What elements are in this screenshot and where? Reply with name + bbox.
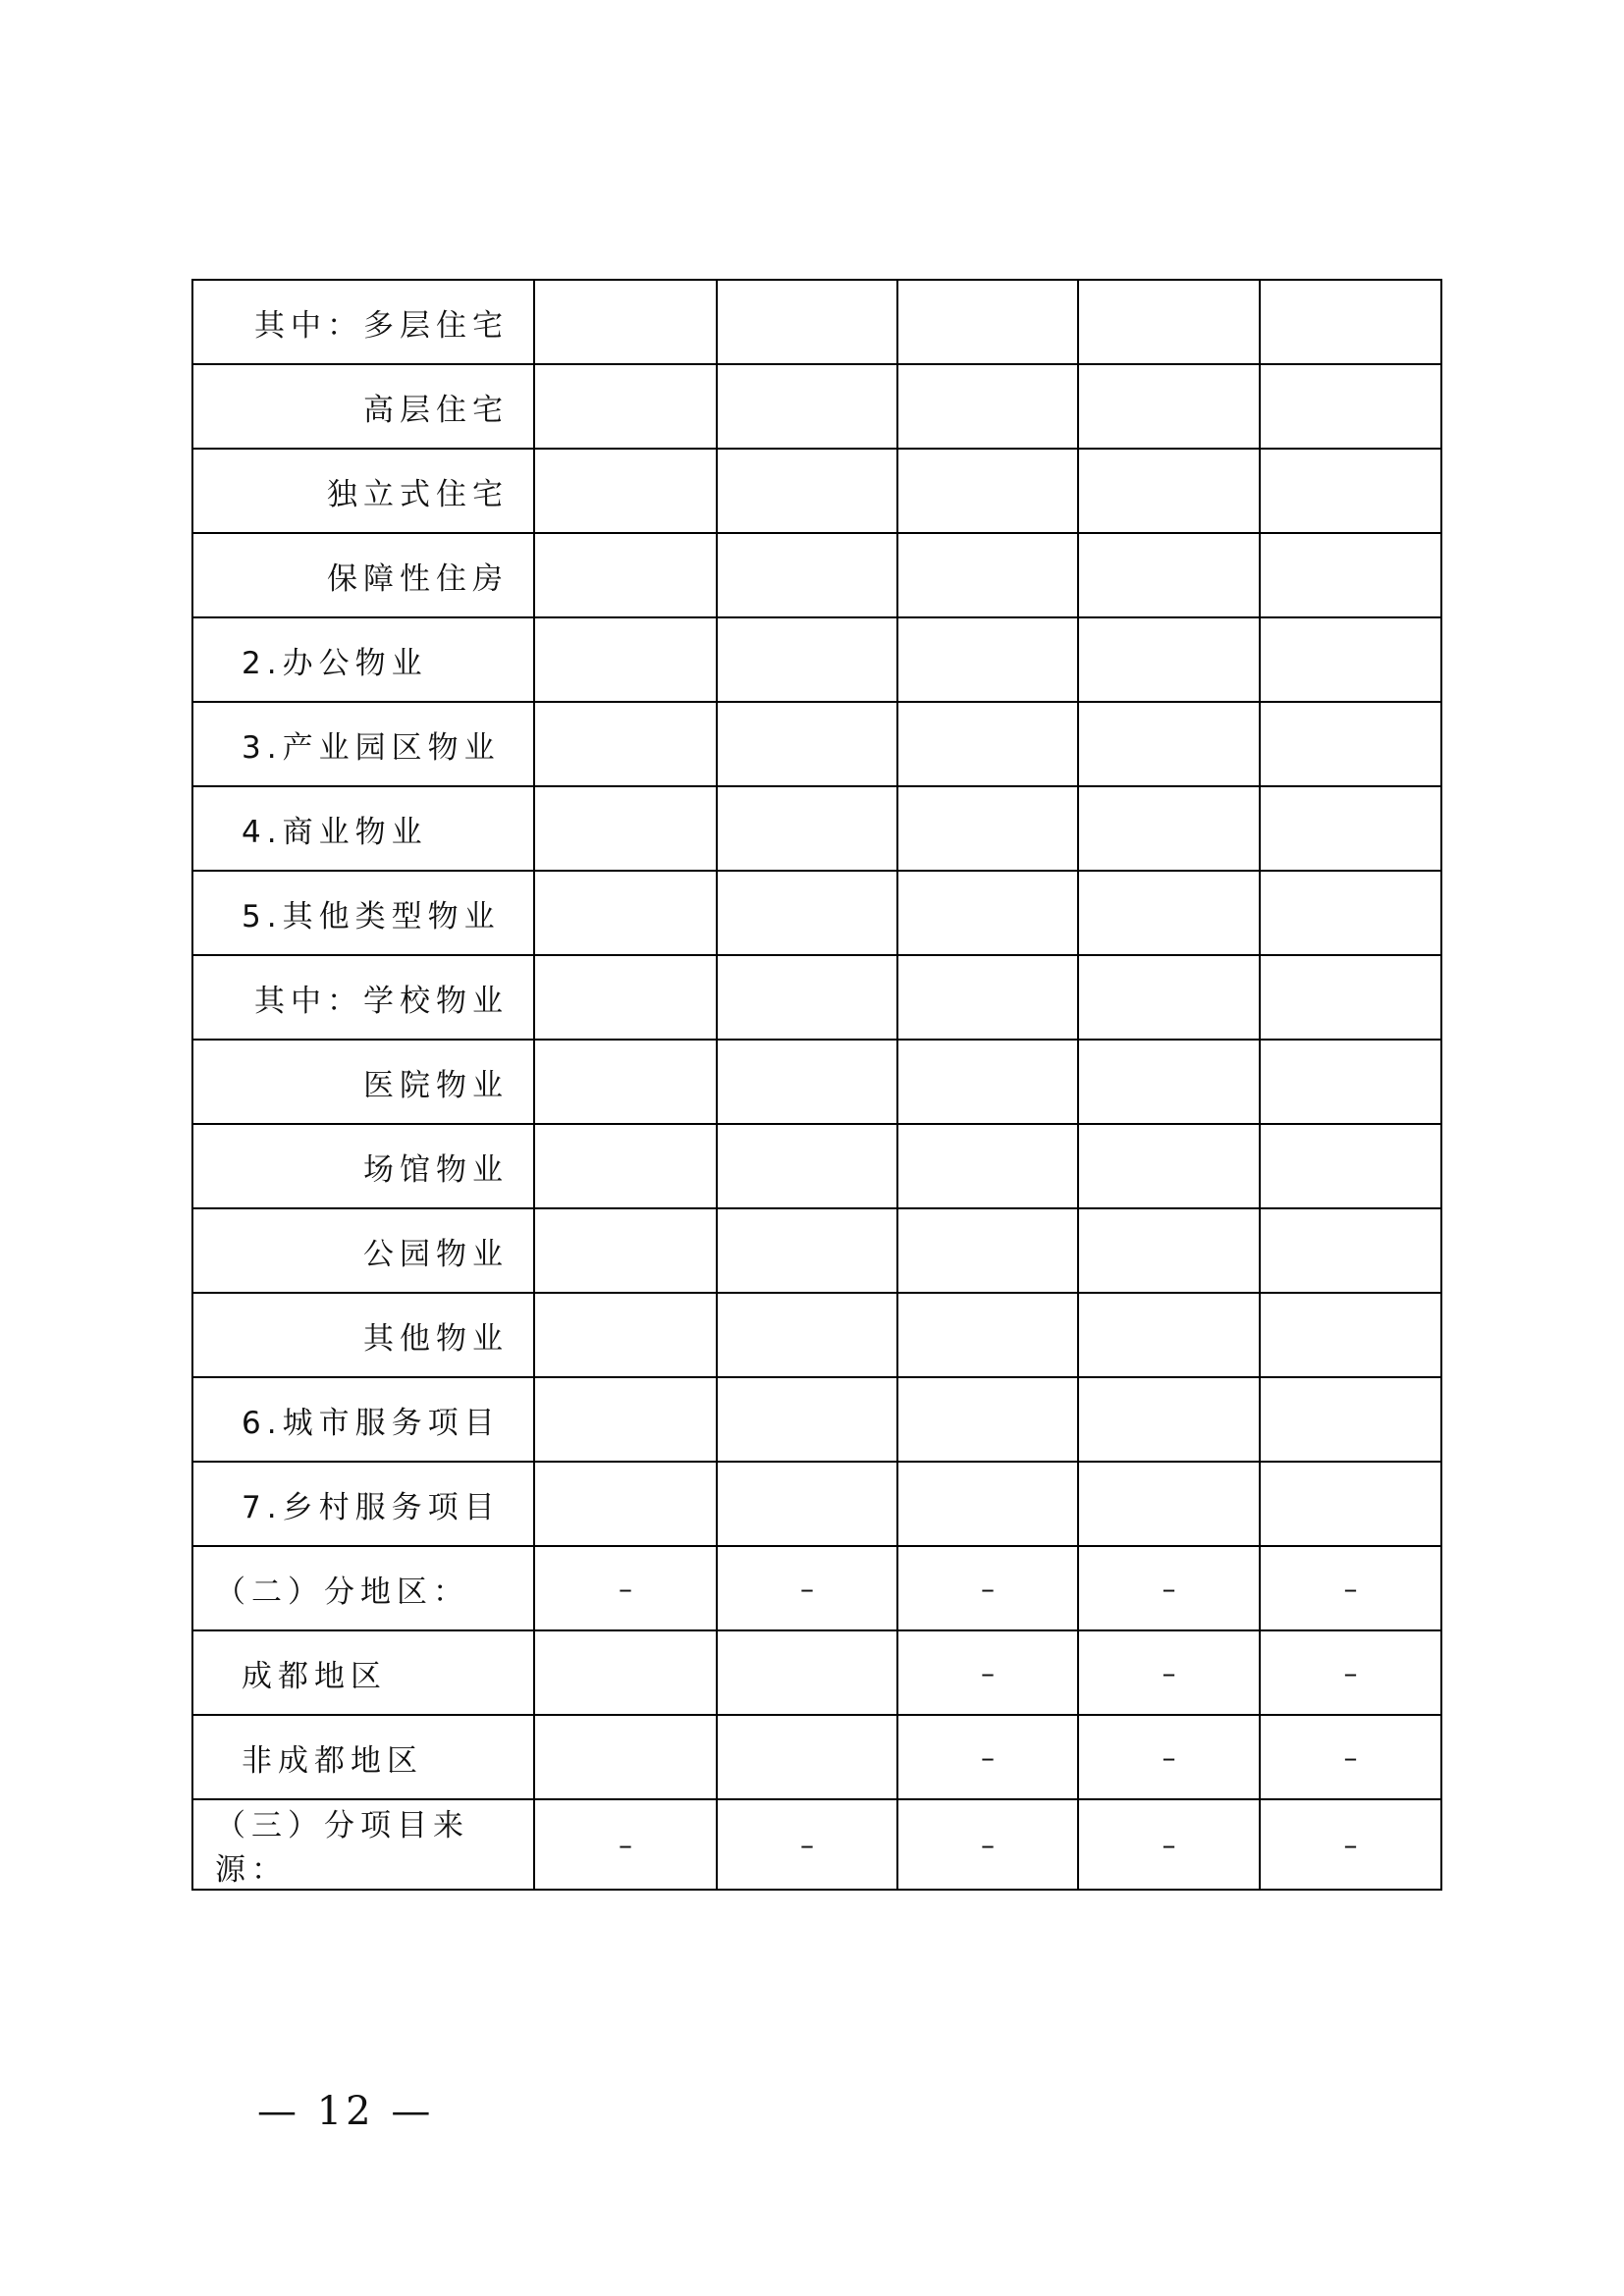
input-cell[interactable] [1078, 364, 1260, 449]
input-cell[interactable] [897, 786, 1078, 871]
input-cell[interactable] [1078, 533, 1260, 617]
input-cell[interactable] [1078, 280, 1260, 364]
not-applicable-cell: – [1260, 1799, 1441, 1890]
table-row [192, 280, 1441, 364]
input-cell[interactable] [897, 1208, 1078, 1293]
input-cell[interactable] [1260, 702, 1441, 786]
input-cell[interactable] [1260, 280, 1441, 364]
not-applicable-cell: – [717, 1546, 897, 1630]
not-applicable-cell: – [897, 1546, 1078, 1630]
input-cell[interactable] [534, 871, 717, 955]
input-cell[interactable] [1260, 871, 1441, 955]
input-cell[interactable] [534, 1040, 717, 1124]
input-cell[interactable] [1260, 533, 1441, 617]
table-body [192, 280, 1441, 1890]
table-row [192, 449, 1441, 533]
input-cell[interactable] [717, 702, 897, 786]
not-applicable-cell: – [1260, 1546, 1441, 1630]
table-row [192, 1462, 1441, 1546]
row-label: 公园物业 [192, 1208, 534, 1293]
input-cell[interactable] [897, 871, 1078, 955]
input-cell[interactable] [534, 533, 717, 617]
input-cell[interactable] [1078, 1377, 1260, 1462]
input-cell[interactable] [897, 617, 1078, 702]
table-row [192, 702, 1441, 786]
input-cell[interactable] [897, 955, 1078, 1040]
table-row [192, 533, 1441, 617]
table-row [192, 1546, 1441, 1630]
not-applicable-cell: – [897, 1799, 1078, 1890]
table-row [192, 871, 1441, 955]
row-label: 4.商业物业 [192, 786, 534, 871]
not-applicable-cell: – [1260, 1630, 1441, 1715]
not-applicable-cell: – [1260, 1715, 1441, 1799]
table-row [192, 617, 1441, 702]
input-cell[interactable] [717, 955, 897, 1040]
input-cell[interactable] [717, 533, 897, 617]
table-row [192, 1124, 1441, 1208]
input-cell[interactable] [717, 280, 897, 364]
table-row [192, 1799, 1441, 1890]
input-cell[interactable] [1078, 1124, 1260, 1208]
table-row [192, 955, 1441, 1040]
input-cell[interactable] [534, 786, 717, 871]
input-cell[interactable] [534, 1715, 717, 1799]
input-cell[interactable] [1078, 449, 1260, 533]
input-cell[interactable] [534, 617, 717, 702]
input-cell[interactable] [717, 1715, 897, 1799]
row-label: 非成都地区 [192, 1715, 534, 1799]
table-row [192, 1208, 1441, 1293]
input-cell[interactable] [534, 364, 717, 449]
row-label: 其他物业 [192, 1293, 534, 1377]
input-cell[interactable] [897, 280, 1078, 364]
row-label: 3.产业园区物业 [192, 702, 534, 786]
input-cell[interactable] [717, 1377, 897, 1462]
row-label: 6.城市服务项目 [192, 1377, 534, 1462]
not-applicable-cell: – [534, 1546, 717, 1630]
not-applicable-cell: – [1078, 1799, 1260, 1890]
input-cell[interactable] [897, 1124, 1078, 1208]
input-cell[interactable] [717, 1040, 897, 1124]
input-cell[interactable] [1078, 871, 1260, 955]
input-cell[interactable] [717, 1293, 897, 1377]
not-applicable-cell: – [1078, 1630, 1260, 1715]
input-cell[interactable] [1078, 786, 1260, 871]
input-cell[interactable] [1260, 1208, 1441, 1293]
row-label: （三）分项目来源： [192, 1799, 534, 1890]
input-cell[interactable] [1260, 617, 1441, 702]
row-label: 场馆物业 [192, 1124, 534, 1208]
table-row [192, 1293, 1441, 1377]
input-cell[interactable] [1260, 364, 1441, 449]
table-row [192, 1715, 1441, 1799]
input-cell[interactable] [1078, 1293, 1260, 1377]
input-cell[interactable] [534, 280, 717, 364]
input-cell[interactable] [534, 449, 717, 533]
input-cell[interactable] [534, 1630, 717, 1715]
not-applicable-cell: – [1078, 1715, 1260, 1799]
row-label: 其中：多层住宅 [192, 280, 534, 364]
input-cell[interactable] [897, 533, 1078, 617]
input-cell[interactable] [717, 1208, 897, 1293]
not-applicable-cell: – [717, 1799, 897, 1890]
input-cell[interactable] [534, 1208, 717, 1293]
row-label: 高层住宅 [192, 364, 534, 449]
input-cell[interactable] [897, 364, 1078, 449]
input-cell[interactable] [1260, 1124, 1441, 1208]
statistics-table [191, 279, 1442, 1891]
input-cell[interactable] [717, 364, 897, 449]
input-cell[interactable] [1260, 1462, 1441, 1546]
input-cell[interactable] [534, 955, 717, 1040]
input-cell[interactable] [534, 1377, 717, 1462]
input-cell[interactable] [1078, 1040, 1260, 1124]
input-cell[interactable] [1078, 1462, 1260, 1546]
input-cell[interactable] [717, 617, 897, 702]
not-applicable-cell: – [897, 1630, 1078, 1715]
table-row [192, 1377, 1441, 1462]
input-cell[interactable] [534, 1462, 717, 1546]
input-cell[interactable] [897, 1040, 1078, 1124]
input-cell[interactable] [1078, 617, 1260, 702]
input-cell[interactable] [1078, 955, 1260, 1040]
input-cell[interactable] [717, 871, 897, 955]
row-label: 医院物业 [192, 1040, 534, 1124]
not-applicable-cell: – [1078, 1546, 1260, 1630]
input-cell[interactable] [1260, 1377, 1441, 1462]
input-cell[interactable] [717, 1124, 897, 1208]
row-label: 2.办公物业 [192, 617, 534, 702]
table-row [192, 786, 1441, 871]
input-cell[interactable] [897, 1293, 1078, 1377]
input-cell[interactable] [1260, 449, 1441, 533]
input-cell[interactable] [1260, 955, 1441, 1040]
table-row [192, 1630, 1441, 1715]
input-cell[interactable] [1260, 1040, 1441, 1124]
input-cell[interactable] [897, 702, 1078, 786]
input-cell[interactable] [1260, 786, 1441, 871]
input-cell[interactable] [717, 786, 897, 871]
input-cell[interactable] [717, 1462, 897, 1546]
input-cell[interactable] [1078, 1208, 1260, 1293]
input-cell[interactable] [897, 1462, 1078, 1546]
row-label: 其中：学校物业 [192, 955, 534, 1040]
not-applicable-cell: – [897, 1715, 1078, 1799]
row-label: 5.其他类型物业 [192, 871, 534, 955]
input-cell[interactable] [1078, 702, 1260, 786]
input-cell[interactable] [897, 1377, 1078, 1462]
row-label: 保障性住房 [192, 533, 534, 617]
table-row [192, 1040, 1441, 1124]
row-label: 独立式住宅 [192, 449, 534, 533]
input-cell[interactable] [534, 1293, 717, 1377]
input-cell[interactable] [1260, 1293, 1441, 1377]
input-cell[interactable] [717, 449, 897, 533]
row-label: （二）分地区： [192, 1546, 534, 1630]
input-cell[interactable] [717, 1630, 897, 1715]
not-applicable-cell: – [534, 1799, 717, 1890]
page-number: — 12 — [257, 2089, 435, 2134]
input-cell[interactable] [534, 702, 717, 786]
row-label: 成都地区 [192, 1630, 534, 1715]
input-cell[interactable] [534, 1124, 717, 1208]
row-label: 7.乡村服务项目 [192, 1462, 534, 1546]
input-cell[interactable] [897, 449, 1078, 533]
table-row [192, 364, 1441, 449]
